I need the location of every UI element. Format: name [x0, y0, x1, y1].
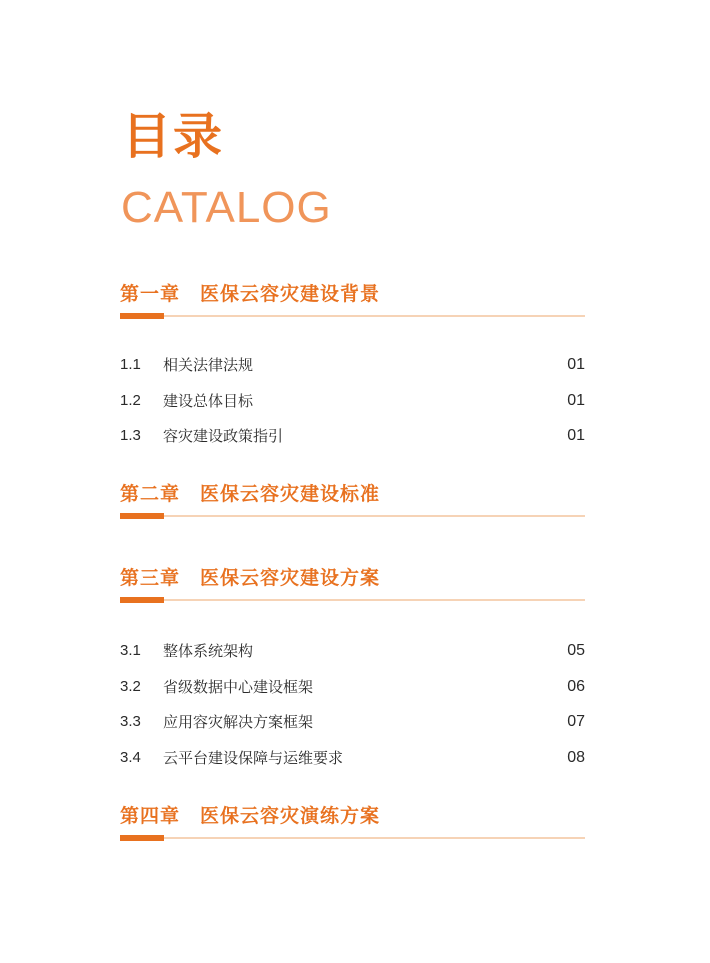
entry-page: 01 — [567, 427, 585, 444]
chapter-title: 第四章 医保云容灾演练方案 — [120, 805, 381, 827]
chapter-divider-accent — [120, 597, 164, 603]
entry-title: 相关法律法规 — [163, 356, 254, 374]
entry-title: 应用容灾解决方案框架 — [163, 713, 314, 731]
toc-entry[interactable] — [120, 676, 585, 698]
toc-entry[interactable] — [120, 354, 585, 376]
chapter-1[interactable] — [120, 283, 585, 317]
entry-number: 3.4 — [120, 749, 141, 766]
toc-entry[interactable] — [120, 425, 585, 447]
toc-entry[interactable] — [120, 640, 585, 662]
entry-number: 1.2 — [120, 392, 141, 409]
entry-page: 08 — [567, 749, 585, 766]
chapter-title: 第三章 医保云容灾建设方案 — [120, 567, 381, 589]
chapter-4[interactable] — [120, 805, 585, 839]
entry-number: 1.3 — [120, 427, 141, 444]
chapter-title: 第二章 医保云容灾建设标准 — [120, 483, 381, 505]
entry-number: 3.1 — [120, 642, 141, 659]
entry-title: 整体系统架构 — [163, 642, 254, 660]
chapter-divider — [120, 599, 585, 601]
entry-number: 3.3 — [120, 713, 141, 730]
entry-page: 01 — [567, 392, 585, 409]
entry-title: 容灾建设政策指引 — [163, 427, 284, 445]
chapter-divider-accent — [120, 313, 164, 319]
chapter-divider-accent — [120, 835, 164, 841]
catalog-title-en: CATALOG — [121, 183, 332, 232]
entry-number: 3.2 — [120, 678, 141, 695]
entry-number: 1.1 — [120, 356, 141, 373]
toc-entry[interactable] — [120, 390, 585, 412]
chapter-divider — [120, 837, 585, 839]
entry-page: 07 — [567, 713, 585, 730]
catalog-title-cn: 目录 — [122, 108, 225, 165]
toc-entry[interactable] — [120, 747, 585, 769]
chapter-divider — [120, 515, 585, 517]
toc-entry[interactable] — [120, 711, 585, 733]
entry-title: 云平台建设保障与运维要求 — [163, 749, 344, 767]
chapter-divider — [120, 315, 585, 317]
entry-page: 06 — [567, 678, 585, 695]
chapter-2[interactable] — [120, 483, 585, 517]
chapter-3[interactable] — [120, 567, 585, 601]
entry-title: 建设总体目标 — [163, 392, 254, 410]
chapter-divider-accent — [120, 513, 164, 519]
chapter-title: 第一章 医保云容灾建设背景 — [120, 283, 381, 305]
entry-page: 01 — [567, 356, 585, 373]
entry-page: 05 — [567, 642, 585, 659]
entry-title: 省级数据中心建设框架 — [163, 678, 314, 696]
